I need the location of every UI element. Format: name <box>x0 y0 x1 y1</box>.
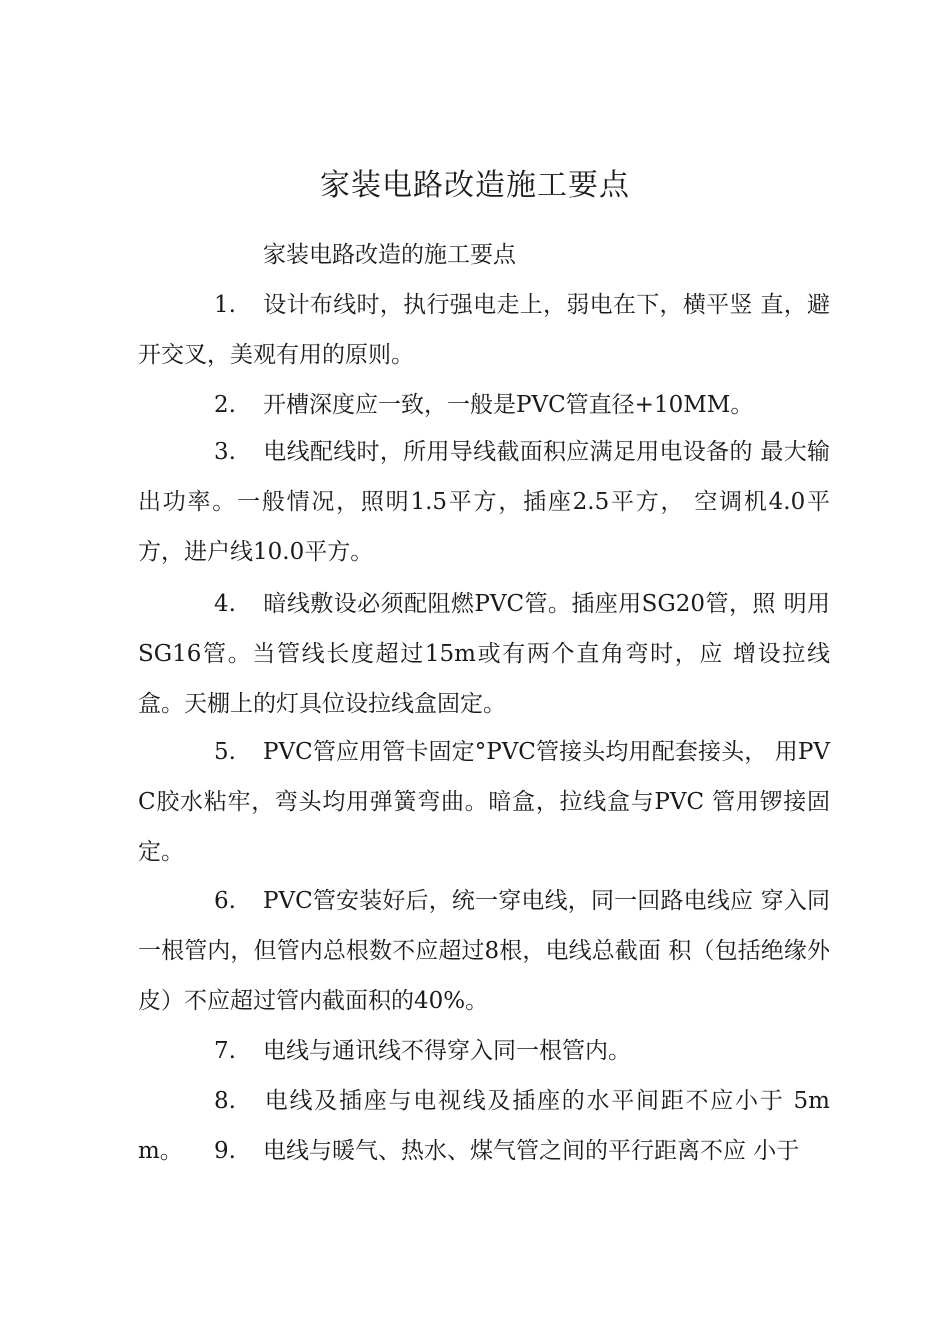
list-item-4 <box>138 579 830 729</box>
document-title: 家装电路改造施工要点 <box>320 168 630 203</box>
item-text: 电线及插座与电视线及插座的水平间距不应小于 5mm。 <box>138 1088 830 1164</box>
item-text: PVC管安装好后，统一穿电线，同一回路电线应 穿入同一根管内，但管内总根数不应超过8根，电线总截面 积（包括绝缘外皮）不应超过管内截面积的40%。 <box>138 888 830 1014</box>
item-number: 5. <box>214 739 236 765</box>
document-subtitle: 家装电路改造的施工要点 <box>263 242 516 268</box>
item-number: 9. <box>214 1138 236 1164</box>
item-number: 7. <box>214 1038 236 1064</box>
item-number: 3. <box>214 439 236 465</box>
item-number: 4. <box>214 591 236 617</box>
list-item-2 <box>138 380 830 430</box>
item-text: 电线配线时，所用导线截面积应满足用电设备的 最大输出功率。一般情况，照明1.5平方，插座2.5平方， 空调机4.0平方，进户线10.0平方。 <box>138 439 830 565</box>
list-item-6 <box>138 876 830 1026</box>
list-item-9 <box>138 1126 830 1176</box>
item-text: 暗线敷设必须配阻燃PVC管。插座用SG20管，照 明用SG16管。当管线长度超过15m或有两个直角弯时，应 增设拉线盒。天棚上的灯具位设拉线盒固定。 <box>138 591 830 717</box>
list-item-3 <box>138 427 830 577</box>
item-text: 设计布线时，执行强电走上，弱电在下，横平竖 直，避开交叉，美观有用的原则。 <box>138 292 830 368</box>
item-number: 2. <box>214 392 236 418</box>
item-text: 电线与暖气、热水、煤气管之间的平行距离不应 小于 <box>263 1138 800 1164</box>
list-item-1 <box>138 280 830 380</box>
item-number: 6. <box>214 888 236 914</box>
item-text: 电线与通讯线不得穿入同一根管内。 <box>263 1038 631 1064</box>
item-number: 8. <box>214 1088 236 1114</box>
item-text: 开槽深度应一致，一般是PVC管直径+10MM。 <box>263 392 754 418</box>
list-item-7 <box>138 1026 830 1076</box>
list-item-5 <box>138 727 830 877</box>
item-text: PVC管应用管卡固定°PVC管接头均用配套接头， 用PVC胶水粘牢，弯头均用弹簧弯曲。暗盒，拉线盒与PVC 管用锣接固定。 <box>138 739 830 865</box>
item-number: 1. <box>214 292 236 318</box>
